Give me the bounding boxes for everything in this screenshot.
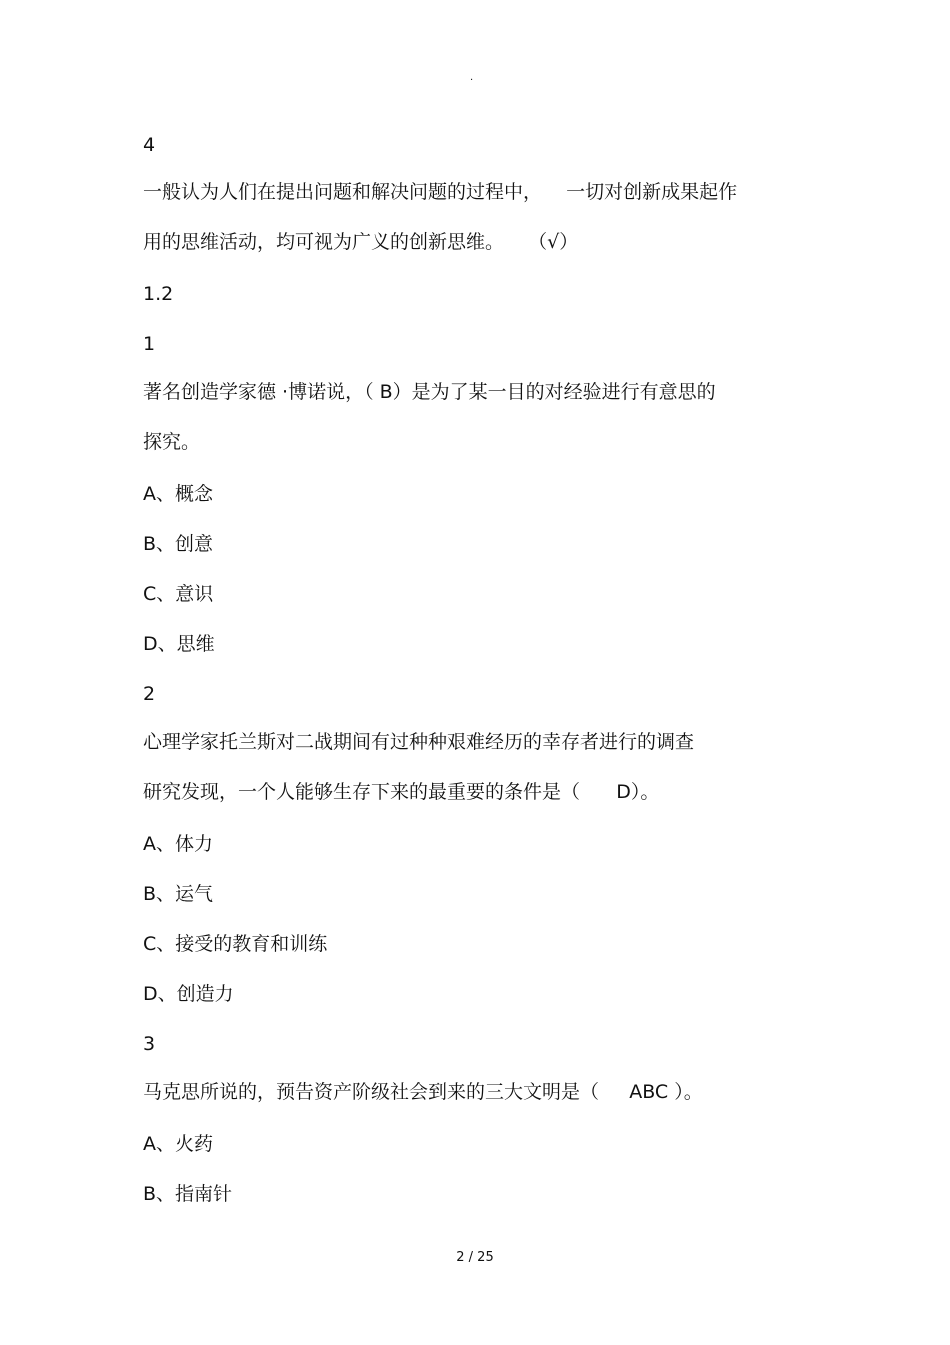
option: B、运气 xyxy=(143,883,214,905)
section-number: 1.2 xyxy=(143,283,174,305)
option: B、创意 xyxy=(143,533,214,555)
question-number: 4 xyxy=(143,134,156,156)
question-text: 一般认为人们在提出问题和解决问题的过程中， 一切对创新成果起作 xyxy=(143,181,738,203)
option: D、思维 xyxy=(143,633,215,655)
option: A、概念 xyxy=(143,483,213,505)
question-text: 用的思维活动，均可视为广义的创新思维。 （√） xyxy=(143,231,579,253)
option: C、接受的教育和训练 xyxy=(143,933,328,955)
page-indicator: 2 / 25 xyxy=(456,1250,494,1265)
option: B、指南针 xyxy=(143,1183,233,1205)
option: D、创造力 xyxy=(143,983,234,1005)
option: C、意识 xyxy=(143,583,214,605)
header-dot: . xyxy=(470,72,474,83)
question-text: 心理学家托兰斯对二战期间有过种种艰难经历的幸存者进行的调查 xyxy=(143,731,695,753)
question-number: 2 xyxy=(143,683,156,705)
option: A、体力 xyxy=(143,833,213,855)
question-text: 探究。 xyxy=(143,431,201,453)
option: A、火药 xyxy=(143,1133,213,1155)
question-text: 马克思所说的，预告资产阶级社会到来的三大文明是（ ABC ）。 xyxy=(143,1081,703,1103)
question-number: 1 xyxy=(143,333,156,355)
question-number: 3 xyxy=(143,1033,156,1055)
question-text: 研究发现，一个人能够生存下来的最重要的条件是（ D）。 xyxy=(143,781,660,803)
question-text: 著名创造学家德 ·博诺说，（ B）是为了某一目的对经验进行有意思的 xyxy=(143,381,716,403)
